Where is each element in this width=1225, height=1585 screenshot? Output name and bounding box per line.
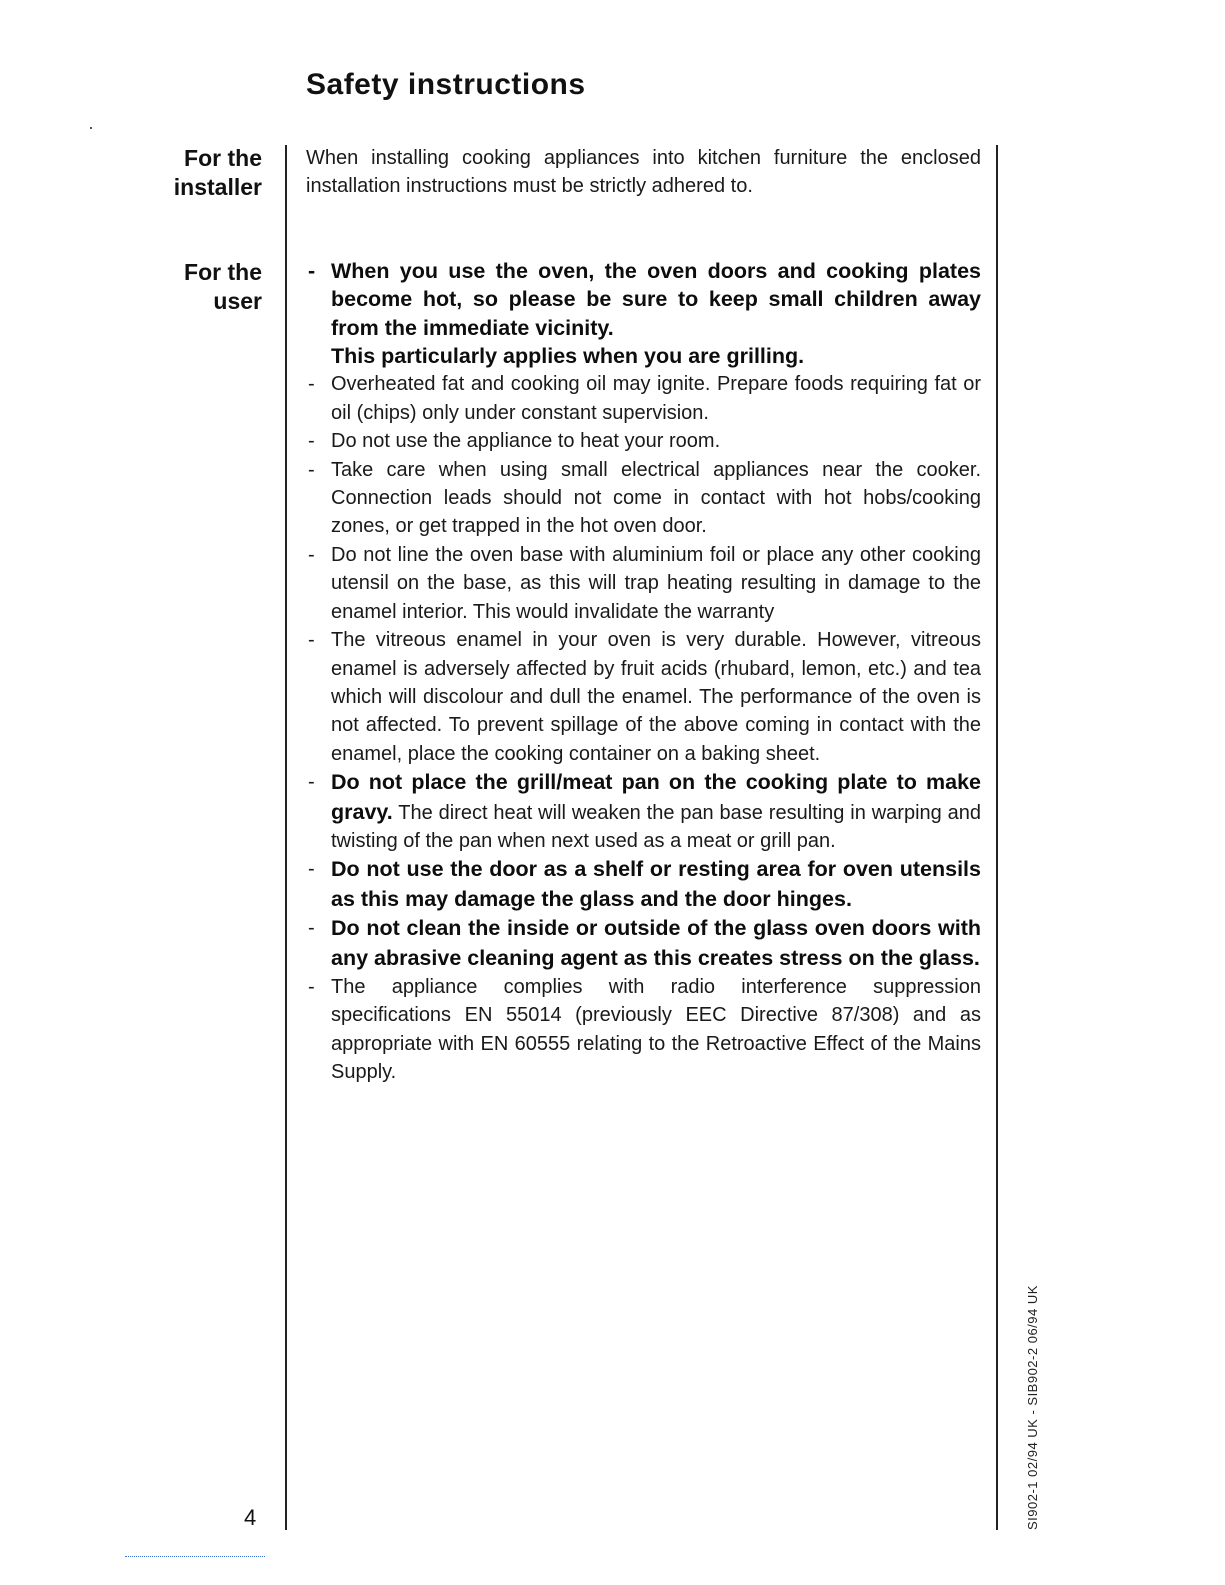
scan-dot [90,127,92,129]
list-item [306,370,981,427]
warning-hot-surfaces: - When you use the oven, the oven doors and cooking plates become hot, so please be sure to keep small children away from the immediate vicinity. [331,258,981,340]
list-item [306,768,981,855]
label-for-user [102,258,262,316]
item-text: Do not line the oven base with aluminium foil or place any other cooking utensil on the base, as this will trap heating resulting in damage to the enamel interior. This would invalidate the warranty [331,543,981,623]
item-bold-text: Do not place the grill/meat pan on the cooking plate to make gravy. [331,770,981,824]
list-item [306,973,981,1087]
installer-paragraph: When installing cooking appliances into kitchen furniture the enclosed installation instructions must be strictly adhered to. [306,147,981,198]
list-item [306,427,981,455]
warning-grilling: This particularly applies when you are grilling. [331,344,805,369]
label-user-line-1: For the [184,259,262,285]
item-text: Do not use the appliance to heat your room. [331,430,721,453]
label-installer-line-1: For the [184,145,262,171]
list-item [306,541,981,626]
label-installer-line-2: installer [173,174,262,200]
list-item [306,626,981,768]
page-number: 4 [244,1505,257,1530]
list-item [306,257,981,371]
item-text: Overheated fat and cooking oil may ignite. Prepare foods requiring fat or oil (chips) only under constant supervision. [331,373,981,424]
right-rule [996,145,998,1530]
item-text: Take care when using small electrical appliances near the cooker. Connection leads should not come in contact with hot hobs/cooking zones, or get trapped in the hot oven door. [331,458,981,538]
item-text: The direct heat will weaken the pan base resulting in warping and twisting of the pan when next used as a meat or grill pan. [331,801,981,852]
label-for-installer [102,144,262,202]
main-content [306,144,981,1087]
item-text: The vitreous enamel in your oven is very durable. However, vitreous enamel is adversely affected by fruit acids (rhubard, lemon, etc.) and tea which will discolour and dull the enamel. The performance of the oven is not affected. To prevent spillage of the above coming in contact with the enamel, place the cooking container on a baking sheet. [331,629,981,765]
item-bold-text: Do not clean the inside or outside of the glass oven doors with any abrasive cleaning agent as this creates stress on the glass. [331,916,981,970]
page-title: Safety instructions [306,68,586,101]
scan-artifact-line [125,1556,265,1558]
document-code: SI902-1 02/94 UK - SIB902-2 06/94 UK [1025,1285,1040,1530]
list-item [306,855,981,914]
list-item [306,914,981,973]
list-item [306,456,981,541]
label-user-line-2: user [213,288,262,314]
user-safety-list [306,257,981,1087]
item-text: The appliance complies with radio interference suppression specifications EN 55014 (previously EEC Directive 87/308) and as appropriate with EN 60555 relating to the Retroactive Effect of the Mains Supply. [331,975,981,1084]
item-bold-text: Do not use the door as a shelf or resting area for oven utensils as this may damage the glass and the door hinges. [331,857,981,911]
left-rule [285,145,287,1530]
